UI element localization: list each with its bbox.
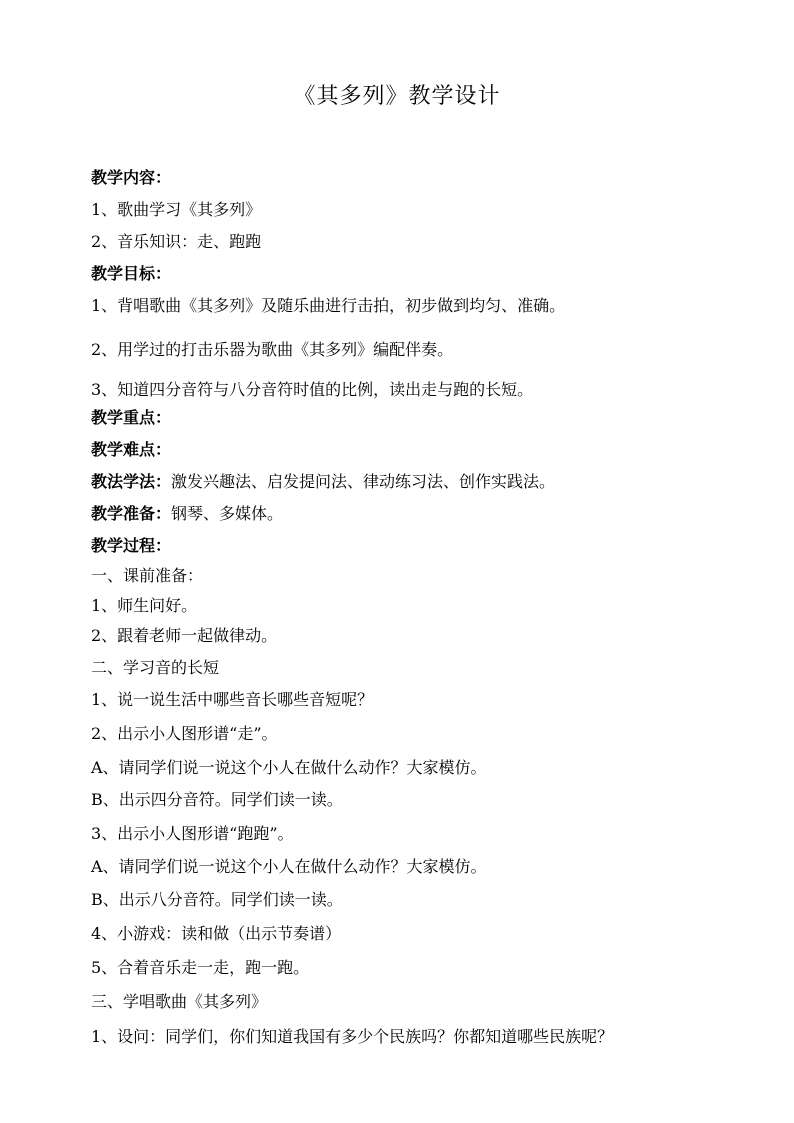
content-item: 1、歌曲学习《其多列》 (91, 200, 262, 219)
prep-row (91, 502, 731, 526)
goal-item: 1、背唱歌曲《其多列》及随乐曲进行击拍，初步做到均匀、准确。 (91, 296, 566, 315)
document-title: 《其多列》教学设计 (293, 84, 501, 109)
process-line: 二、学习音的长短 (91, 658, 220, 677)
process-line: A、请同学们说一说这个小人在做什么动作？大家模仿。 (91, 758, 487, 777)
goal-item: 3、知道四分音符与八分音符时值的比例，读出走与跑的长短。 (91, 380, 534, 399)
process-line: A、请同学们说一说这个小人在做什么动作？大家模仿。 (91, 857, 487, 876)
process-line: 2、跟着老师一起做律动。 (91, 626, 278, 645)
process-line: 1、师生问好。 (91, 596, 198, 615)
process-line: 1、说一说生活中哪些音长哪些音短呢？ (91, 690, 374, 709)
methods-row (91, 470, 731, 494)
process-line: 2、出示小人图形谱“走”。 (91, 724, 278, 743)
process-line: B、出示八分音符。同学们读一读。 (91, 890, 343, 909)
key-point-heading: 教学重点： (91, 408, 172, 427)
process-line: B、出示四分音符。同学们读一读。 (91, 790, 343, 809)
process-line: 4、小游戏：读和做（出示节奏谱） (91, 924, 342, 943)
process-heading: 教学过程： (91, 536, 172, 555)
process-line: 三、学唱歌曲《其多列》 (91, 992, 268, 1011)
process-line: 一、课前准备： (91, 566, 204, 585)
goals-heading: 教学目标： (91, 264, 172, 283)
goal-item: 2、用学过的打击乐器为歌曲《其多列》编配伴奏。 (91, 340, 454, 359)
methods-value: 激发兴趣法、启发提问法、律动练习法、创作实践法。 (171, 472, 556, 491)
prep-label: 教学准备： (91, 504, 172, 523)
methods-label: 教法学法： (91, 472, 172, 491)
process-line: 1、设问：同学们，你们知道我国有多少个民族吗？你都知道哪些民族呢？ (91, 1027, 614, 1046)
process-line: 3、出示小人图形谱“跑跑”。 (91, 824, 294, 843)
content-item: 2、音乐知识：走、跑跑 (91, 232, 262, 251)
difficulty-heading: 教学难点： (91, 440, 172, 459)
content-heading: 教学内容： (91, 168, 172, 187)
prep-value: 钢琴、多媒体。 (171, 504, 284, 523)
process-line: 5、合着音乐走一走，跑一跑。 (91, 958, 310, 977)
